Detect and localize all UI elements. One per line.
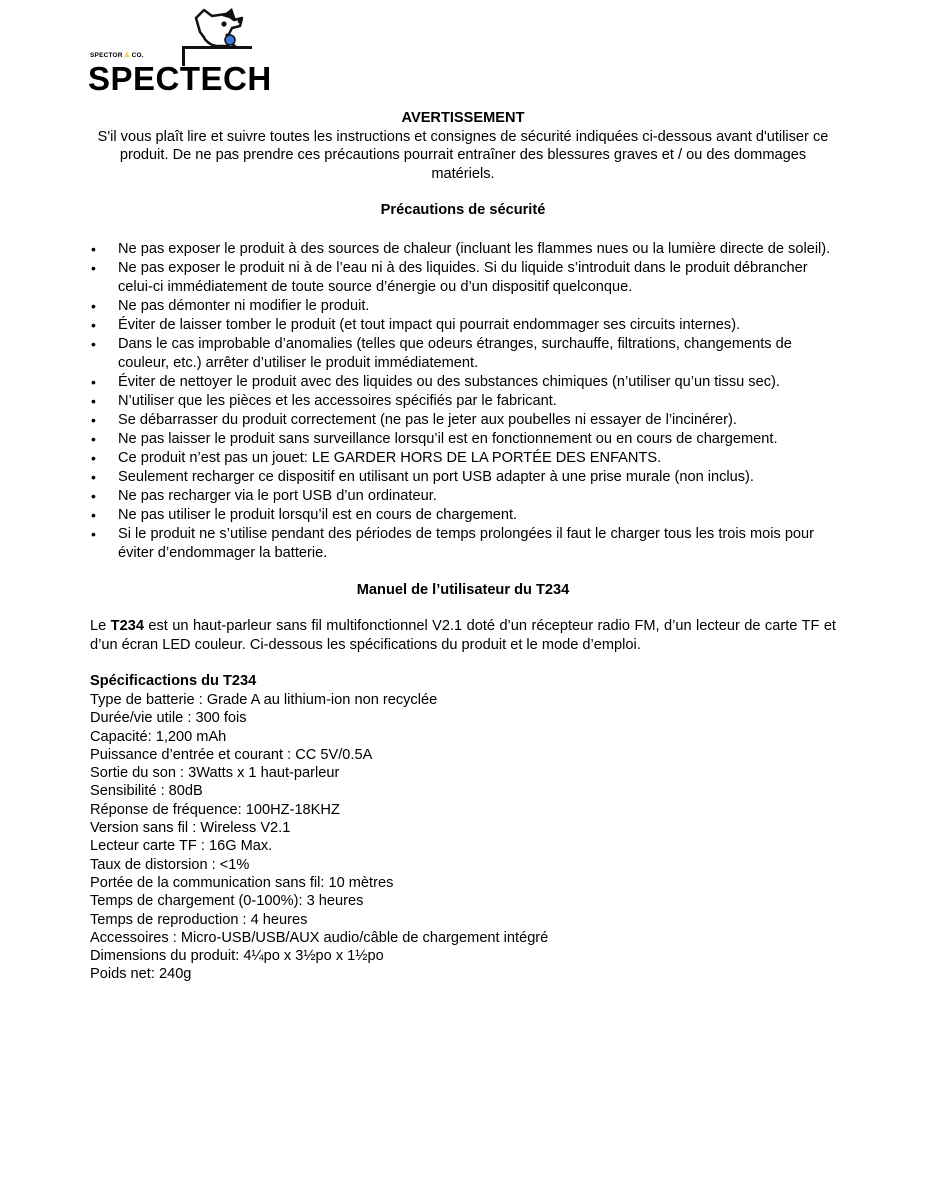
spec-line: Durée/vie utile : 300 fois [90,710,247,727]
safety-title: Précautions de sécurité [380,202,546,219]
spec-line: Portée de la communication sans fil: 10 mètres [90,874,394,891]
list-item: • Seulement recharger ce dispositif en utilisant un port USB adapter à une prise murale (non inclus). [90,468,836,487]
list-item: • Ne pas recharger via le port USB d’un ordinateur. [90,487,836,506]
spec-line: Taux de distorsion : <1% [90,856,250,873]
list-item: • Ne pas utiliser le produit lorsqu’il est en cours de chargement. [90,506,836,525]
specs-list [90,691,836,984]
warning-title: AVERTISSEMENT [401,110,525,126]
dog-mascot-icon [182,8,254,66]
spec-line: Temps de reproduction : 4 heures [90,911,308,928]
list-item: • Ne pas exposer le produit ni à de l’eau ni à des liquides. Si du liquide s’introduit dans le produit débrancher celui-ci immédiatement de toute source d’énergie ou d’un dispositif quelconque. [90,259,836,296]
spec-line: Sortie du son : 3Watts x 1 haut-parleur [90,765,340,782]
document-content [90,109,836,984]
spec-line: Type de batterie : Grade A au lithium-ion non recyclée [90,691,438,708]
logo-brand-text: SPECTECH [88,60,272,97]
list-item: • Ne pas laisser le produit sans surveillance lorsqu’il est en fonctionnement ou en cours de chargement. [90,430,836,449]
list-item: • Éviter de laisser tomber le produit (et tout impact qui pourrait endommager ses circuits internes). [90,316,836,335]
spec-line: Poids net: 240g [90,966,192,983]
manual-intro [90,617,836,654]
spec-line: Lecteur carte TF : 16G Max. [90,838,273,855]
list-item: • Si le produit ne s’utilise pendant des périodes de temps prolongées il faut le charger tous les trois mois pour éviter d’endommager la batterie. [90,525,836,562]
logo-subtitle: SPECTOR & CO. [90,52,144,59]
specs-title: Spécificactions du T234 [90,673,257,690]
spec-line: Réponse de fréquence: 100HZ-18KHZ [90,801,340,818]
list-item: • Se débarrasser du produit correctement (ne pas le jeter aux poubelles ni essayer de l’incinérer). [90,411,836,430]
spec-line: Capacité: 1,200 mAh [90,728,227,745]
spec-line: Dimensions du produit: 4¼po x 3½po x 1½po [90,948,384,965]
manual-intro-model: T234 [110,618,144,635]
manual-intro-prefix: Le [90,618,111,635]
warning-text: S'il vous plaît lire et suivre toutes les instructions et consignes de sécurité indiquées ci-dessous avant d'utiliser ce produit. De ne pas prendre ces précautions pourrait entraîner des blessures graves et / ou des dommages matériels. [97,128,829,182]
spec-line: Version sans fil : Wireless V2.1 [90,820,291,837]
manual-title: Manuel de l’utilisateur du T234 [356,581,570,598]
list-item: • Ce produit n’est pas un jouet: LE GARDER HORS DE LA PORTÉE DES ENFANTS. [90,449,836,468]
spec-line: Sensibilité : 80dB [90,783,203,800]
spec-line: Puissance d’entrée et courant : CC 5V/0.5A [90,746,373,763]
safety-list [90,240,836,563]
spectech-logo [88,8,272,97]
list-item: • N’utiliser que les pièces et les accessoires spécifiés par le fabricant. [90,392,836,411]
list-item: • Ne pas exposer le produit à des sources de chaleur (incluant les flammes nues ou la lumière directe de soleil). [90,240,836,259]
list-item: • Éviter de nettoyer le produit avec des liquides ou des substances chimiques (n’utiliser qu’un tissu sec). [90,373,836,392]
list-item: • Dans le cas improbable d’anomalies (telles que odeurs étranges, surchauffe, filtrations, changements de couleur, etc.) arrêter d’utiliser le produit immédiatement. [90,335,836,372]
list-item: • Ne pas démonter ni modifier le produit. [90,297,836,316]
manual-intro-rest: est un haut-parleur sans fil multifonctionnel V2.1 doté d’un récepteur radio FM, d’un lecteur de carte TF et d’un écran LED couleur. Ci-dessous les spécifications du produit et le mode d’emploi. [90,618,836,653]
spec-line: Temps de chargement (0-100%): 3 heures [90,893,364,910]
spec-line: Accessoires : Micro-USB/USB/AUX audio/câble de chargement intégré [90,929,549,946]
